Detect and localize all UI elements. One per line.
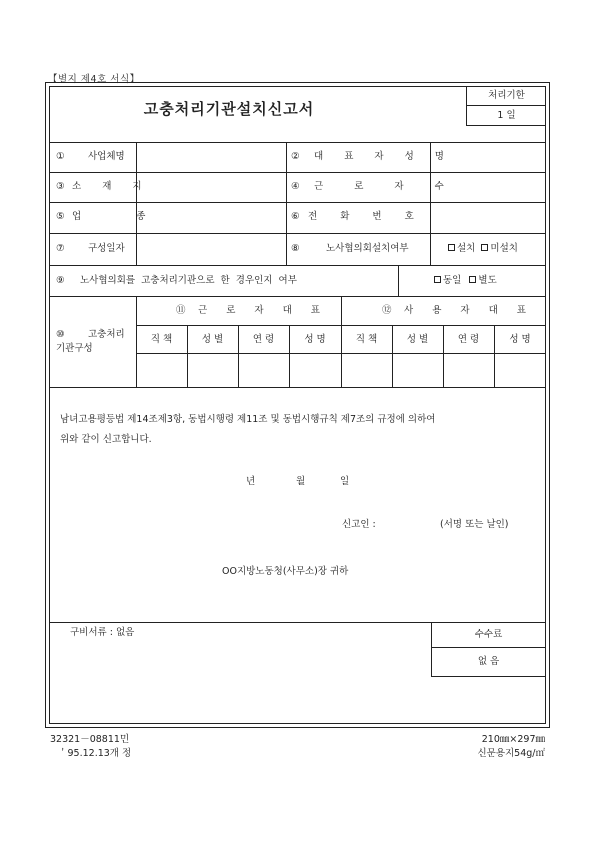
rule-row2 [49, 202, 546, 203]
date-year: 년 [246, 476, 256, 487]
installed-checkbox[interactable] [448, 244, 455, 251]
field-11-label: 근 로 자 대 표 [198, 305, 328, 316]
field-8-label: 노사협의회설치여부 [326, 243, 409, 254]
field-12-number: ⑫ [382, 305, 392, 316]
column-header-name: 성 명 [304, 334, 326, 345]
date-day: 일 [340, 476, 350, 487]
field-4-label: 근 로 자 수 [314, 181, 458, 192]
form-label: 【별지 제4호 서식】 [48, 74, 140, 85]
rule-row1 [49, 172, 546, 173]
installed-option-label: 설치 [457, 243, 476, 254]
field-9-options [434, 274, 497, 288]
field-12-label: 사 용 자 대 표 [404, 305, 534, 316]
field-5-number: ⑤ [56, 211, 65, 222]
separate-checkbox[interactable] [469, 276, 476, 283]
declarant-label: 신고인 : [342, 519, 376, 530]
field-2-number: ② [291, 151, 300, 162]
vrule-row5 [398, 265, 399, 296]
fee-header: 수수료 [474, 629, 503, 640]
form-code: 32321－08811민 [50, 734, 130, 745]
field-5-label: 업 종 [72, 211, 172, 222]
not-installed-option-label: 미설치 [490, 243, 518, 254]
processing-period-value: 1 일 [497, 110, 516, 121]
field-9-label: 노사협의회를 고충처리기관으로 한 경우인지 여부 [80, 275, 297, 286]
rule-top [49, 142, 546, 143]
vrule-middle [286, 142, 287, 265]
rule-row4 [49, 265, 546, 266]
rule-attach-top [49, 622, 546, 623]
field-8-number: ⑧ [291, 243, 300, 254]
field-6-label: 전 화 번 호 [308, 211, 424, 222]
same-checkbox[interactable] [434, 276, 441, 283]
paper-size: 210㎜×297㎜ [481, 734, 545, 745]
field-1-number: ① [56, 151, 65, 162]
field-6-number: ⑥ [291, 211, 300, 222]
column-header-position: 직 책 [355, 334, 378, 345]
field-9-number: ⑨ [56, 275, 65, 286]
vrule-label-left [136, 142, 137, 265]
field-10-label-line2: 기관구성 [56, 343, 93, 354]
date-month: 월 [296, 476, 306, 487]
revision-date: ＇95.12.13개 정 [58, 748, 132, 759]
field-4-number: ④ [291, 181, 300, 192]
column-header-age: 연 령 [252, 334, 275, 345]
rule-fee-bottom [431, 676, 546, 677]
required-documents: 구비서류 : 없음 [70, 627, 135, 638]
signature-note: (서명 또는 날인) [440, 519, 509, 530]
declaration-line-2: 위와 같이 신고합니다. [60, 434, 152, 445]
separate-option-label: 별도 [478, 275, 497, 286]
column-header-age: 연 령 [457, 334, 480, 345]
rule-fee-mid [431, 647, 546, 648]
processing-period-header: 처리기한 [467, 86, 546, 106]
column-header-name: 성 명 [509, 334, 531, 345]
field-1-label: 사업체명 [88, 151, 125, 162]
field-3-number: ③ [56, 181, 65, 192]
paper-type: 신문용지54g/㎡ [477, 748, 545, 759]
field-10-number: ⑩ [56, 329, 65, 340]
processing-period-box [466, 86, 546, 126]
rule-row5 [49, 296, 546, 297]
field-3-label: 소 재 지 [72, 181, 151, 192]
field-10-label-line1: 고충처리 [88, 329, 125, 340]
column-header-gender: 성 별 [201, 334, 224, 345]
field-8-options [448, 242, 518, 256]
declaration-line-1: 남녀고용평등법 제14조제3항, 동법시행령 제11조 및 동법시행규칙 제7조의 규정에 의하여 [60, 414, 436, 425]
rule-table-bottom [49, 387, 546, 388]
declaration-statement [60, 410, 540, 450]
not-installed-checkbox[interactable] [481, 244, 488, 251]
column-header-position: 직 책 [150, 334, 173, 345]
field-2-label: 대 표 자 성 명 [314, 151, 453, 162]
same-option-label: 동일 [443, 275, 462, 286]
field-11-number: ⑪ [176, 305, 186, 316]
recipient: OO지방노동청(사무소)장 귀하 [222, 566, 349, 577]
column-header-gender: 성 별 [406, 334, 429, 345]
rule-row3 [49, 233, 546, 234]
field-7-number: ⑦ [56, 243, 65, 254]
field-7-label: 구성일자 [88, 243, 125, 254]
form-title: 고충처리기관설치신고서 [143, 100, 315, 118]
fee-value: 없 음 [477, 656, 500, 667]
